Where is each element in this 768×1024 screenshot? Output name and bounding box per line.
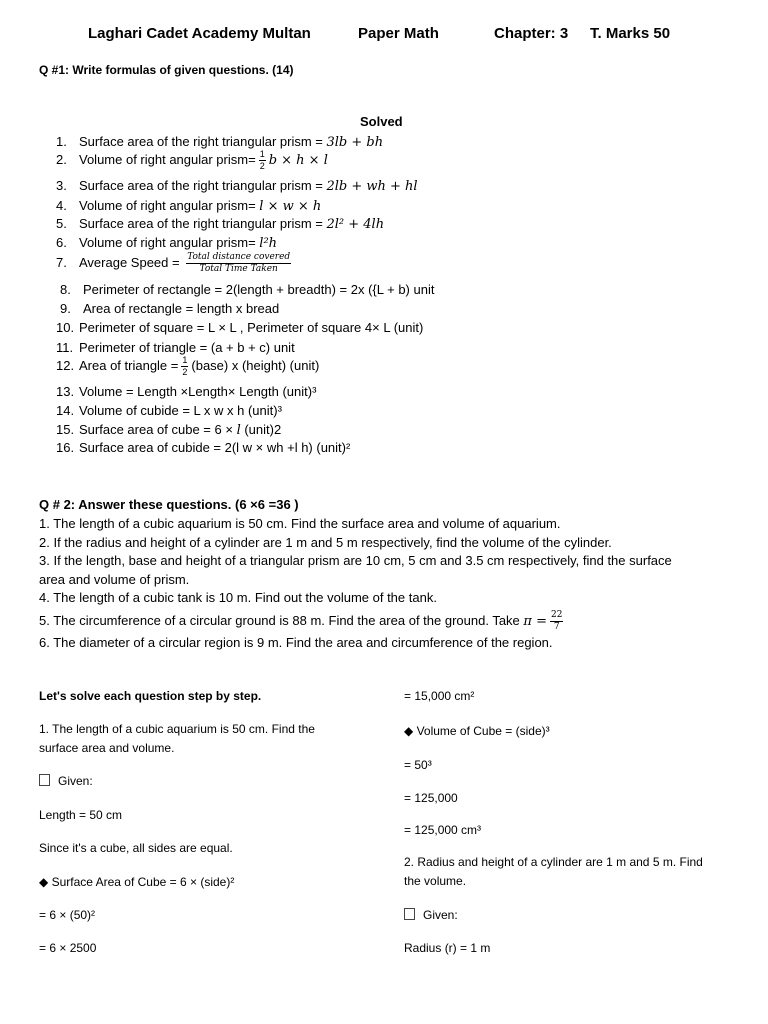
solution-q2-line2: the volume.	[404, 874, 467, 888]
solution-q2-heading	[404, 853, 703, 891]
volume-step2: = 125,000	[404, 791, 458, 805]
volume-result: = 125,000 cm³	[404, 823, 482, 837]
list-item: 14. Volume of cubide = L x w x h (unit)³	[56, 403, 282, 418]
radius-given: Radius (r) = 1 m	[404, 941, 491, 955]
list-item: 11. Perimeter of triangle = (a + b + c) unit	[56, 340, 295, 355]
chapter-label: Chapter: 3	[494, 25, 569, 42]
list-item: 9. Area of rectangle = length x bread	[60, 301, 280, 316]
question-4: 4. The length of a cubic tank is 10 m. Find out the volume of the tank.	[39, 590, 437, 605]
list-item: 2. Volume of right angular prism= $\frac{1}{2}$ b × h × l	[56, 149, 328, 171]
list-item: 12. Area of triangle = $\frac{1}{2}$ (base) x (height) (unit)	[56, 355, 320, 377]
list-item: 5. Surface area of the right triangular prism = 2l² + 4lh	[56, 216, 385, 232]
q1-title: Q #1: Write formulas of given questions. (14)	[39, 63, 294, 77]
solution-intro: Let's solve each question step by step.	[39, 689, 262, 703]
cube-note: Since it's a cube, all sides are equal.	[39, 841, 233, 855]
question-3: 3. If the length, base and height of a triangular prism are 10 cm, 5 cm and 3.5 cm respectively, find the surface	[39, 553, 672, 568]
volume-step1: = 50³	[404, 758, 432, 772]
solution-q1-heading	[39, 720, 315, 758]
school-name: Laghari Cadet Academy Multan	[88, 25, 311, 42]
list-item: 8. Perimeter of rectangle = 2(length + breadth) = 2x ({L + b) unit	[60, 282, 435, 297]
given-label-left: Given:	[39, 772, 93, 791]
list-item: 15. Surface area of cube = 6 × l (unit)2	[56, 422, 282, 438]
list-item: 6. Volume of right angular prism= l²h	[56, 235, 278, 251]
list-item: 3. Surface area of the right triangular prism = 2lb + wh + hl	[56, 178, 418, 194]
missing-glyph-icon	[404, 908, 415, 920]
question-2: 2. If the radius and height of a cylinder are 1 m and 5 m respectively, find the volume of the cylinder.	[39, 534, 612, 550]
length-given: Length = 50 cm	[39, 808, 123, 822]
solved-label: Solved	[360, 114, 403, 129]
surface-area-result: = 15,000 cm²	[404, 689, 475, 703]
solution-q2-line1: 2. Radius and height of a cylinder are 1 m and 5 m. Find	[404, 855, 703, 869]
list-item: 1. Surface area of the right triangular prism = 3lb + bh	[56, 134, 384, 150]
list-item: 16. Surface area of cubide = 2(l w × wh +l h) (unit)²	[56, 440, 351, 455]
list-item: 10. Perimeter of square = L × L , Perimeter of square 4× L (unit)	[56, 320, 424, 335]
solution-q1-line1: 1. The length of a cubic aquarium is 50 cm. Find the	[39, 722, 315, 736]
q2-questions	[39, 515, 729, 652]
question-3-cont: area and volume of prism.	[39, 571, 190, 587]
surface-area-step2: = 6 × 2500	[39, 941, 97, 955]
solution-q1-line2: surface area and volume.	[39, 741, 175, 755]
list-item: 13. Volume = Length ×Length× Length (unit)³	[56, 384, 317, 399]
solution-left-column	[39, 687, 261, 706]
given-label-right: Given:	[404, 906, 458, 925]
question-6: 6. The diameter of a circular region is 9 m. Find the area and circumference of the region.	[39, 634, 553, 650]
q2-title: Q # 2: Answer these questions. (6 ×6 =36 )	[39, 497, 299, 512]
question-1: 1. The length of a cubic aquarium is 50 cm. Find the surface area and volume of aquarium.	[39, 516, 561, 531]
volume-formula: ◆ Volume of Cube = (side)³	[404, 724, 550, 738]
question-5: 5. The circumference of a circular ground is 88 m. Find the area of the ground. Take π = $\frac{22}{7}$	[39, 609, 563, 632]
paper-subject: Paper Math	[358, 25, 439, 42]
list-item: 7. Average Speed = $\frac{\text{Total distance covered}}{\text{Total Time Taken}}$	[56, 252, 291, 274]
missing-glyph-icon	[39, 774, 50, 786]
list-item: 4. Volume of right angular prism= l × w × h	[56, 198, 322, 214]
total-marks: T. Marks 50	[590, 25, 671, 42]
surface-area-formula: ◆ Surface Area of Cube = 6 × (side)²	[39, 875, 235, 889]
surface-area-step1: = 6 × (50)²	[39, 908, 96, 922]
